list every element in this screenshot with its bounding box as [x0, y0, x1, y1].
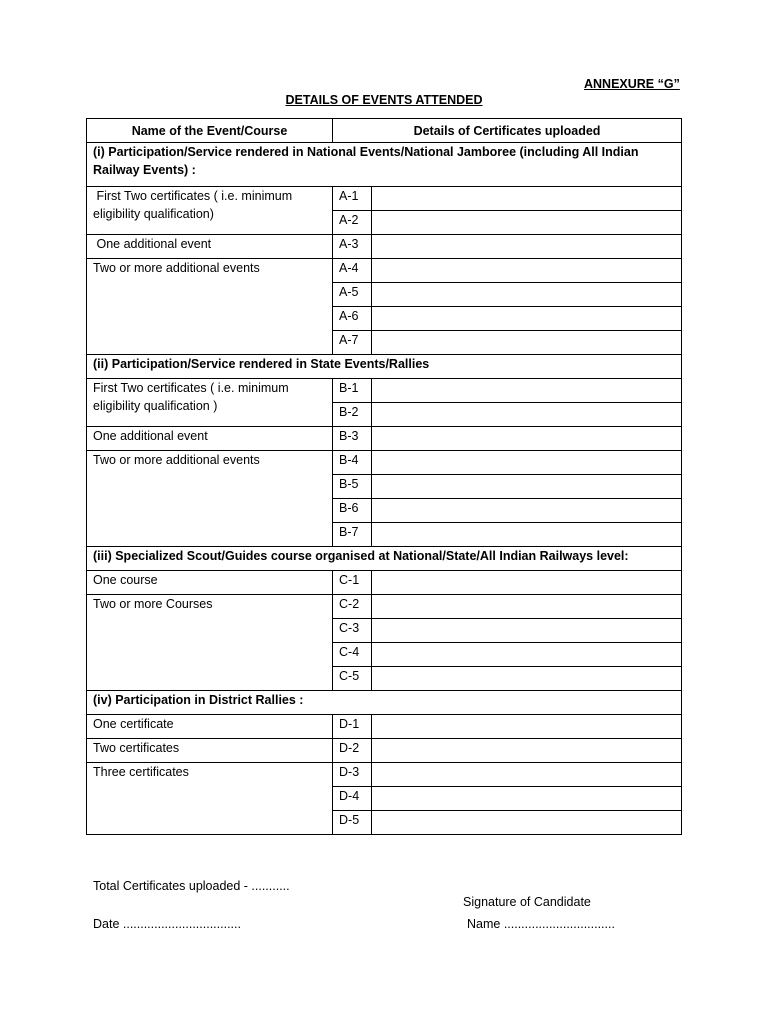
event-description: One additional event: [87, 235, 333, 259]
event-description: Two certificates: [87, 739, 333, 763]
certificate-code: D-1: [333, 715, 372, 739]
certificate-details-cell[interactable]: [372, 667, 682, 691]
certificate-code: B-3: [333, 427, 372, 451]
table-row: [87, 595, 682, 619]
event-description: Three certificates: [87, 763, 333, 835]
certificate-code: A-5: [333, 283, 372, 307]
signature-label: Signature of Candidate: [463, 895, 591, 909]
certificate-code: A-2: [333, 211, 372, 235]
certificate-code: C-4: [333, 643, 372, 667]
certificate-details-cell[interactable]: [372, 235, 682, 259]
column-header-event: Name of the Event/Course: [87, 119, 333, 143]
certificate-details-cell[interactable]: [372, 595, 682, 619]
certificate-code: A-3: [333, 235, 372, 259]
certificate-code: C-5: [333, 667, 372, 691]
table-row: [87, 763, 682, 787]
certificate-code: A-4: [333, 259, 372, 283]
certificate-details-cell[interactable]: [372, 787, 682, 811]
certificate-details-cell[interactable]: [372, 427, 682, 451]
table-row: [87, 259, 682, 283]
table-row: [87, 427, 682, 451]
certificate-code: C-1: [333, 571, 372, 595]
certificate-details-cell[interactable]: [372, 187, 682, 211]
certificate-details-cell[interactable]: [372, 379, 682, 403]
table-row: [87, 379, 682, 403]
certificate-code: B-7: [333, 523, 372, 547]
certificate-code: B-2: [333, 403, 372, 427]
certificate-code: B-5: [333, 475, 372, 499]
name-field-label: Name ................................: [467, 917, 615, 931]
table-row: [87, 571, 682, 595]
section-heading: (i) Participation/Service rendered in National Events/National Jamboree (including All Indian Railway Events) :: [87, 143, 682, 187]
event-description: Two or more additional events: [87, 451, 333, 547]
page-title: DETAILS OF EVENTS ATTENDED: [285, 93, 483, 107]
certificate-details-cell[interactable]: [372, 571, 682, 595]
section-heading: (iv) Participation in District Rallies :: [87, 691, 682, 715]
certificate-code: C-2: [333, 595, 372, 619]
certificate-code: B-4: [333, 451, 372, 475]
certificate-code: D-4: [333, 787, 372, 811]
certificate-details-cell[interactable]: [372, 451, 682, 475]
event-description: One additional event: [87, 427, 333, 451]
event-description: First Two certificates ( i.e. minimum eligibility qualification ): [87, 379, 333, 427]
table-row: [87, 739, 682, 763]
event-description: Two or more additional events: [87, 259, 333, 355]
certificate-details-cell[interactable]: [372, 499, 682, 523]
certificate-code: D-2: [333, 739, 372, 763]
events-table: [86, 118, 682, 835]
certificate-details-cell[interactable]: [372, 739, 682, 763]
certificate-details-cell[interactable]: [372, 403, 682, 427]
certificate-details-cell[interactable]: [372, 259, 682, 283]
column-header-certificates: Details of Certificates uploaded: [333, 119, 682, 143]
event-description: Two or more Courses: [87, 595, 333, 691]
certificate-details-cell[interactable]: [372, 763, 682, 787]
certificate-details-cell[interactable]: [372, 307, 682, 331]
certificate-code: A-6: [333, 307, 372, 331]
annexure-label: ANNEXURE “G”: [584, 77, 680, 91]
total-certificates-label: Total Certificates uploaded - ...........: [93, 879, 290, 893]
certificate-details-cell[interactable]: [372, 283, 682, 307]
certificate-details-cell[interactable]: [372, 211, 682, 235]
event-description: First Two certificates ( i.e. minimum eligibility qualification): [87, 187, 333, 235]
certificate-code: B-6: [333, 499, 372, 523]
certificate-code: A-1: [333, 187, 372, 211]
certificate-details-cell[interactable]: [372, 811, 682, 835]
certificate-details-cell[interactable]: [372, 331, 682, 355]
certificate-code: D-5: [333, 811, 372, 835]
section-heading: (iii) Specialized Scout/Guides course organised at National/State/All Indian Railways level:: [87, 547, 682, 571]
event-description: One certificate: [87, 715, 333, 739]
table-body: [87, 143, 682, 835]
table-row: [87, 715, 682, 739]
certificate-code: A-7: [333, 331, 372, 355]
section-heading: (ii) Participation/Service rendered in State Events/Rallies: [87, 355, 682, 379]
table-row: [87, 187, 682, 211]
certificate-details-cell[interactable]: [372, 619, 682, 643]
table-row: [87, 235, 682, 259]
certificate-details-cell[interactable]: [372, 523, 682, 547]
event-description: One course: [87, 571, 333, 595]
certificate-code: D-3: [333, 763, 372, 787]
certificate-details-cell[interactable]: [372, 643, 682, 667]
certificate-code: C-3: [333, 619, 372, 643]
certificate-code: B-1: [333, 379, 372, 403]
certificate-details-cell[interactable]: [372, 475, 682, 499]
date-field-label: Date ..................................: [93, 917, 241, 931]
table-row: [87, 451, 682, 475]
certificate-details-cell[interactable]: [372, 715, 682, 739]
